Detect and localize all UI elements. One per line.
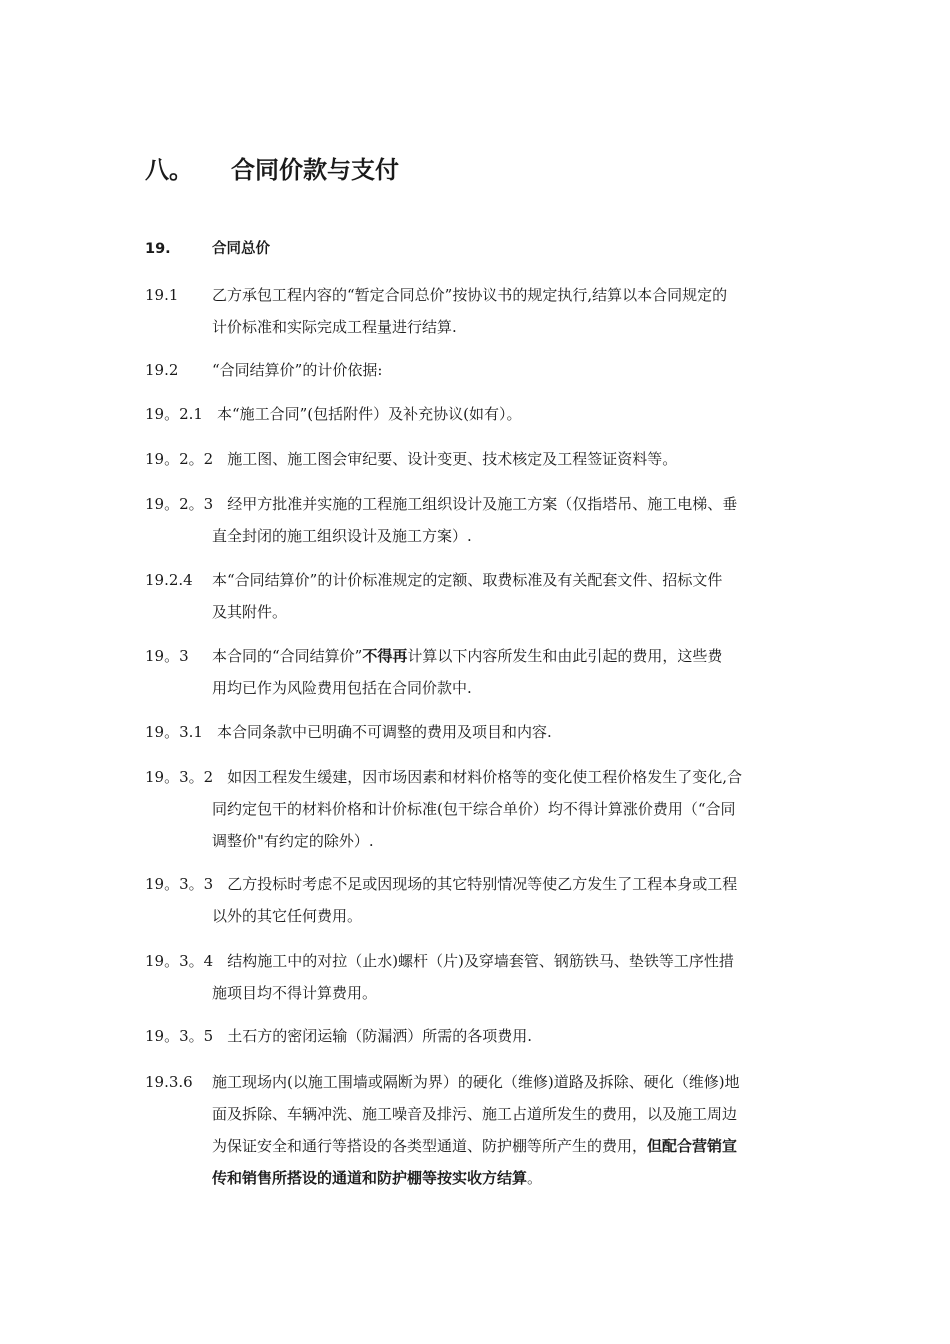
clause-19-3-5 <box>145 1020 807 1052</box>
clause-number: 19。3 <box>145 647 189 665</box>
clause-text-continued: 计价标准和实际完成工程量进行结算. <box>212 318 457 336</box>
clause-19-3-4 <box>145 945 807 1009</box>
clause-number: 19.3.6 <box>145 1073 193 1091</box>
clause-text: 本合同的“合同结算价” <box>212 647 363 665</box>
clause-text-continued: 面及拆除、车辆冲洗、施工噪音及排污、施工占道所发生的费用，以及施工周边 <box>212 1105 738 1123</box>
clause-text: 本“施工合同”(包括附件）及补充协议(如有）。 <box>216 405 522 423</box>
clause-text: 土石方的密闭运输（防漏洒）所需的各项费用. <box>227 1027 532 1045</box>
clause-number: 19。2。3 <box>145 495 214 513</box>
clause-number: 19。2.1 <box>145 405 203 423</box>
clause-number: 19.2 <box>145 361 179 379</box>
clause-text-continued: 以外的其它任何费用。 <box>212 907 363 925</box>
chapter-number: 八。 <box>145 156 193 184</box>
clause-text-continued: 用均已作为风险费用包括在合同价款中. <box>212 679 472 697</box>
clause-text-continued: 同约定包干的材料价格和计价标准(包干综合单价）均不得计算涨价费用（“合同 <box>212 800 736 818</box>
clause-text-continued: 施项目均不得计算费用。 <box>212 984 378 1002</box>
clause-number: 19.1 <box>145 286 179 304</box>
clause-19-1 <box>145 279 807 343</box>
clause-19-2 <box>145 354 807 386</box>
clause-text: 结构施工中的对拉（止水)螺杆（片)及穿墙套管、钢筋铁马、垫铁等工序性措 <box>227 952 734 970</box>
section-title: 合同总价 <box>212 241 270 257</box>
clause-number: 19。3。5 <box>145 1027 214 1045</box>
chapter-title: 合同价款与支付 <box>231 156 399 184</box>
section-number: 19. <box>145 241 171 257</box>
clause-text: 乙方投标时考虑不足或因现场的其它特别情况等使乙方发生了工程本身或工程 <box>227 875 738 893</box>
clause-number: 19。2。2 <box>145 450 214 468</box>
clause-number: 19。3。3 <box>145 875 214 893</box>
chapter-heading <box>145 153 399 187</box>
clause-19-3-6 <box>145 1066 807 1194</box>
clause-text-continued: 调整价"有约定的除外）. <box>212 832 374 850</box>
clause-number: 19.2.4 <box>145 571 193 589</box>
clause-text: 施工图、施工图会审纪要、设计变更、技术核定及工程签证资料等。 <box>227 450 678 468</box>
clause-emphasis: 传和销售所搭设的通道和防护棚等按实收方结算 <box>212 1169 528 1187</box>
clause-19-2-4 <box>145 564 807 628</box>
clause-emphasis: 不得再 <box>362 647 408 665</box>
clause-text: 如因工程发生缓建，因市场因素和材料价格等的变化使工程价格发生了变化,合 <box>227 768 742 786</box>
clause-text: 经甲方批准并实施的工程施工组织设计及施工方案（仅指塔吊、施工电梯、垂 <box>227 495 738 513</box>
clause-text: 为保证安全和通行等搭设的各类型通道、防护棚等所产生的费用， <box>212 1137 648 1155</box>
clause-19-2-1 <box>145 398 807 430</box>
clause-text: “合同结算价”的计价依据: <box>212 361 383 379</box>
clause-number: 19。3。2 <box>145 768 214 786</box>
clause-19-2-3 <box>145 488 807 552</box>
clause-text-tail: 计算以下内容所发生和由此引起的费用，这些费 <box>407 647 723 665</box>
clause-emphasis: 但配合营销宣 <box>647 1137 738 1155</box>
clause-text: 本“合同结算价”的计价标准规定的定额、取费标准及有关配套文件、招标文件 <box>212 571 723 589</box>
clause-text-continued: 及其附件。 <box>212 603 288 621</box>
clause-19-3-2 <box>145 761 807 857</box>
clause-text-continued: 直全封闭的施工组织设计及施工方案）. <box>212 527 472 545</box>
clause-text: 乙方承包工程内容的“暂定合同总价”按协议书的规定执行,结算以本合同规定的 <box>212 286 728 304</box>
clause-19-3-3 <box>145 868 807 932</box>
clause-text: 施工现场内(以施工围墙或隔断为界）的硬化（维修)道路及拆除、硬化（维修)地 <box>212 1073 740 1091</box>
clause-text: 本合同条款中已明确不可调整的费用及项目和内容. <box>216 723 552 741</box>
section-heading <box>145 238 270 260</box>
clause-text: 。 <box>527 1169 543 1187</box>
clause-number: 19。3.1 <box>145 723 203 741</box>
clause-19-2-2 <box>145 443 807 475</box>
clause-19-3 <box>145 640 807 704</box>
clause-text-continued <box>145 1162 807 1194</box>
clause-number: 19。3。4 <box>145 952 214 970</box>
clause-19-3-1 <box>145 716 807 748</box>
clause-text-continued <box>145 1130 807 1162</box>
